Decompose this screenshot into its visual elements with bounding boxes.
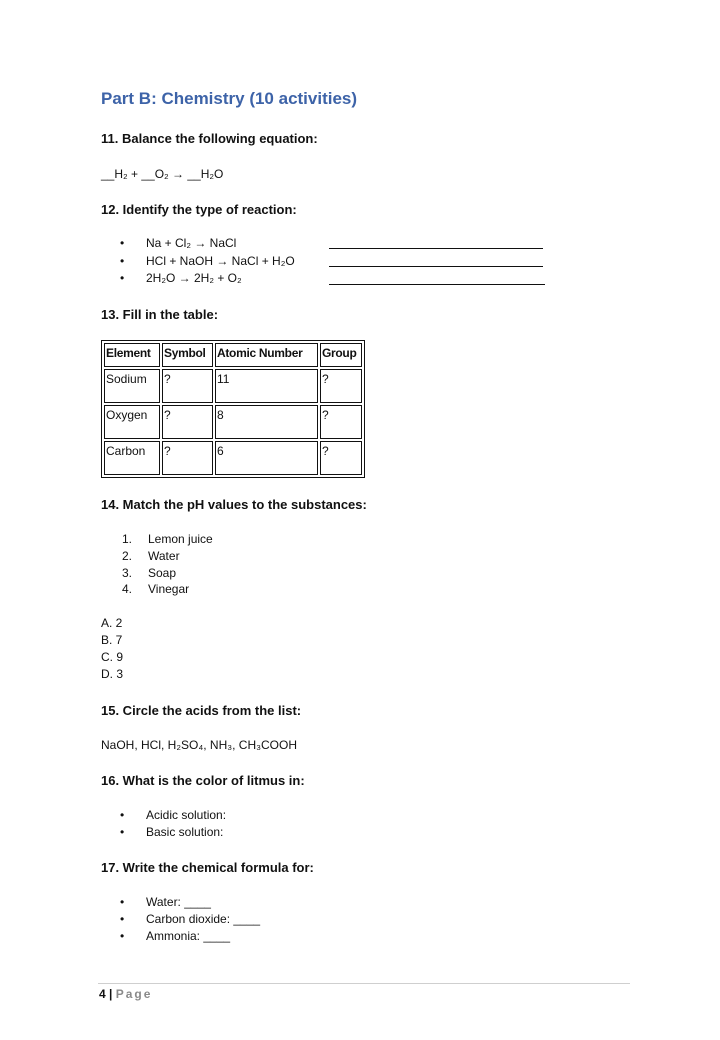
cell-atomic-number: 11 <box>215 369 318 403</box>
substance-text: Water <box>148 549 180 563</box>
page-label: Page <box>115 987 153 1001</box>
cell-element: Carbon <box>104 441 160 475</box>
cell-atomic-number: 8 <box>215 405 318 439</box>
cell-atomic-number: 6 <box>215 441 318 475</box>
page-number: 4 <box>99 987 106 1001</box>
cell-element: Sodium <box>104 369 160 403</box>
reaction-item-1: • Na + Cl₂ → NaCl <box>120 236 237 250</box>
ph-option-a: A. 2 <box>101 616 123 630</box>
table-row <box>104 405 362 439</box>
list-number: 1. <box>122 532 133 546</box>
cell-symbol[interactable]: ? <box>162 405 213 439</box>
question-16-title: 16. What is the color of litmus in: <box>101 773 305 788</box>
ph-option-d: D. 3 <box>101 667 124 681</box>
question-15-title: 15. Circle the acids from the list: <box>101 703 302 718</box>
formula-text: Water: ____ <box>146 895 211 909</box>
ph-option-c: C. 9 <box>101 650 124 664</box>
header-element: Element <box>104 343 160 367</box>
reaction-item-2: • HCl + NaOH → NaCl + H₂O <box>120 254 295 268</box>
part-title: Part B: Chemistry (10 activities) <box>101 89 358 108</box>
question-17-title: 17. Write the chemical formula for: <box>101 860 314 875</box>
header-group: Group <box>320 343 362 367</box>
table-row <box>104 441 362 475</box>
ph-option-b: B. 7 <box>101 633 123 647</box>
formula-item-1: • Water: ____ <box>120 895 211 909</box>
question-14-title: 14. Match the pH values to the substances: <box>101 497 367 512</box>
litmus-item-2: • Basic solution: <box>120 825 224 839</box>
cell-symbol[interactable]: ? <box>162 441 213 475</box>
question-11-equation: __H₂ + __O₂ → __H₂O <box>101 167 224 181</box>
page-separator: | <box>109 987 113 1001</box>
question-13-title: 13. Fill in the table: <box>101 307 219 322</box>
answer-line-2[interactable] <box>329 266 543 267</box>
footer-divider <box>98 983 630 984</box>
formula-text: Carbon dioxide: ____ <box>146 912 261 926</box>
formula-item-2: • Carbon dioxide: ____ <box>120 912 261 926</box>
list-number: 2. <box>122 549 133 563</box>
litmus-text: Acidic solution: <box>146 808 227 822</box>
answer-line-3[interactable] <box>329 284 545 285</box>
litmus-item-1: • Acidic solution: <box>120 808 227 822</box>
table-row <box>104 369 362 403</box>
substance-item-1 <box>122 532 213 546</box>
cell-group[interactable]: ? <box>320 441 362 475</box>
reaction-text: HCl + NaOH → NaCl + H₂O <box>146 254 295 268</box>
answer-line-1[interactable] <box>329 248 543 249</box>
reaction-text: Na + Cl₂ → NaCl <box>146 236 237 250</box>
substance-item-3 <box>122 566 176 580</box>
cell-symbol[interactable]: ? <box>162 369 213 403</box>
question-12-title: 12. Identify the type of reaction: <box>101 202 297 217</box>
substance-text: Lemon juice <box>148 532 213 546</box>
reaction-item-3: • 2H₂O → 2H₂ + O₂ <box>120 271 242 285</box>
acid-list: NaOH, HCl, H₂SO₄, NH₃, CH₃COOH <box>101 738 298 752</box>
substance-item-2 <box>122 549 180 563</box>
page-footer <box>99 987 152 1001</box>
substance-item-4 <box>122 582 189 596</box>
litmus-text: Basic solution: <box>146 825 224 839</box>
cell-group[interactable]: ? <box>320 405 362 439</box>
list-number: 3. <box>122 566 133 580</box>
cell-group[interactable]: ? <box>320 369 362 403</box>
list-number: 4. <box>122 582 133 596</box>
formula-item-3: • Ammonia: ____ <box>120 929 231 943</box>
elements-table <box>101 340 365 478</box>
reaction-text: 2H₂O → 2H₂ + O₂ <box>146 271 242 285</box>
question-11-title: 11. Balance the following equation: <box>101 131 318 146</box>
header-symbol: Symbol <box>162 343 213 367</box>
header-atomic-number: Atomic Number <box>215 343 318 367</box>
table-header-row <box>104 343 362 367</box>
substance-text: Soap <box>148 566 177 580</box>
substance-text: Vinegar <box>148 582 190 596</box>
formula-text: Ammonia: ____ <box>146 929 231 943</box>
cell-element: Oxygen <box>104 405 160 439</box>
